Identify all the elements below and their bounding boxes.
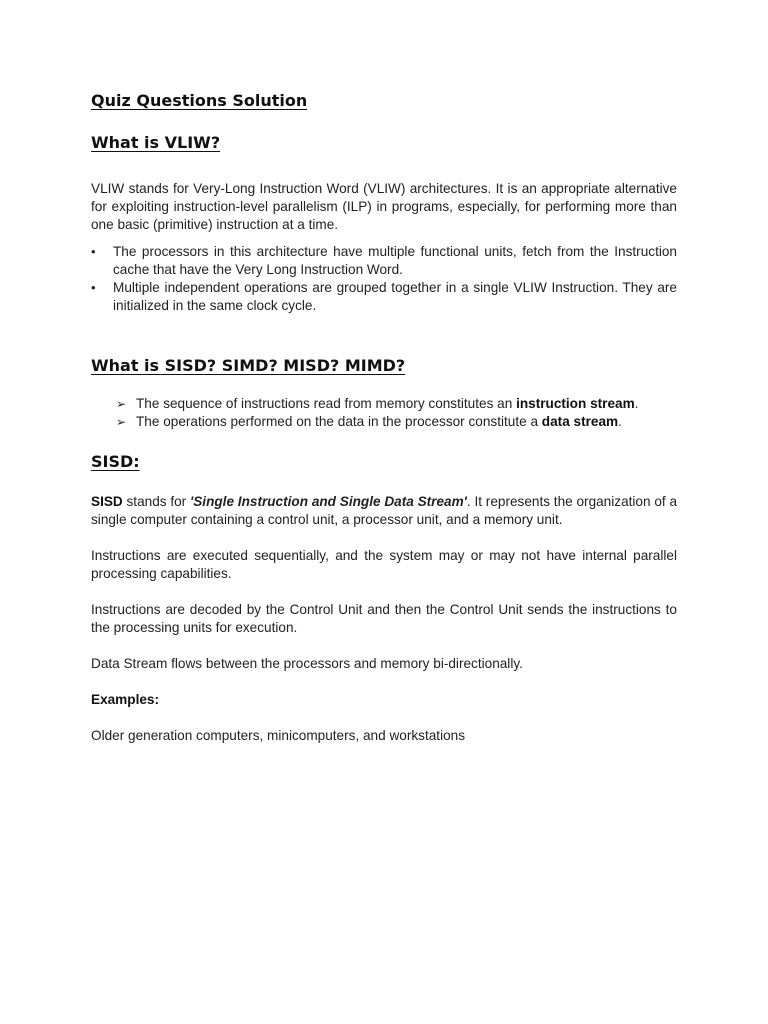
sisd-def-rest: . It represents the organization of a single computer containing a control unit, a processor unit, and a memory unit. <box>91 494 677 527</box>
examples-label <box>91 691 677 709</box>
sisd-expansion: 'Single Instruction and Single Data Stream' <box>190 494 467 509</box>
sisd-control-unit-para: Instructions are decoded by the Control Unit and then the Control Unit sends the instructions to the processing units for execution. <box>91 602 677 635</box>
list-item <box>116 413 677 431</box>
list-item-end: . <box>618 414 622 429</box>
flynn-arrow-list <box>91 395 677 431</box>
vliw-bullet-list <box>91 243 677 315</box>
sisd-term: SISD <box>91 494 123 509</box>
vliw-intro: VLIW stands for Very-Long Instruction Word (VLIW) architectures. It is an appropriate alternative for exploiting instruction-level parallelism (ILP) in programs, especially, for performing more than one basic (primitive) instruction at a time. <box>91 181 677 232</box>
list-item-text: The sequence of instructions read from memory constitutes an <box>136 396 517 411</box>
instruction-stream-term: instruction stream <box>516 396 635 411</box>
sisd-def-mid: stands for <box>122 494 190 509</box>
sisd-sequential-para: Instructions are executed sequentially, and the system may or may not have internal parallel processing capabilities. <box>91 548 677 581</box>
arrow-bullet-icon: ➢ <box>116 415 127 429</box>
flynn-heading: What is SISD? SIMD? MISD? MIMD? <box>91 356 406 375</box>
examples-text: Older generation computers, minicomputers, and workstations <box>91 728 466 743</box>
document-title: Quiz Questions Solution <box>91 91 308 110</box>
list-item <box>91 243 677 279</box>
list-item-text: The processors in this architecture have multiple functional units, fetch from the Instruction cache that have the Very Long Instruction Word. <box>113 244 677 277</box>
vliw-heading: What is VLIW? <box>91 133 221 152</box>
sisd-data-stream-para: Data Stream flows between the processors and memory bi-directionally. <box>91 656 523 671</box>
bullet-icon: • <box>91 244 96 259</box>
document-page <box>91 90 677 745</box>
list-item <box>116 395 677 413</box>
sisd-definition <box>91 493 677 529</box>
data-stream-term: data stream <box>541 414 619 429</box>
arrow-bullet-icon: ➢ <box>116 397 127 411</box>
list-item-end: . <box>634 396 639 411</box>
bullet-icon: • <box>91 280 96 295</box>
sisd-heading: SISD: <box>91 452 140 471</box>
list-item <box>91 279 677 315</box>
examples-label-text: Examples: <box>91 692 160 707</box>
list-item-text: Multiple independent operations are grouped together in a single VLIW Instruction. They are initialized in the same clock cycle. <box>113 280 677 313</box>
list-item-text: The operations performed on the data in the processor constitute a <box>136 414 542 429</box>
